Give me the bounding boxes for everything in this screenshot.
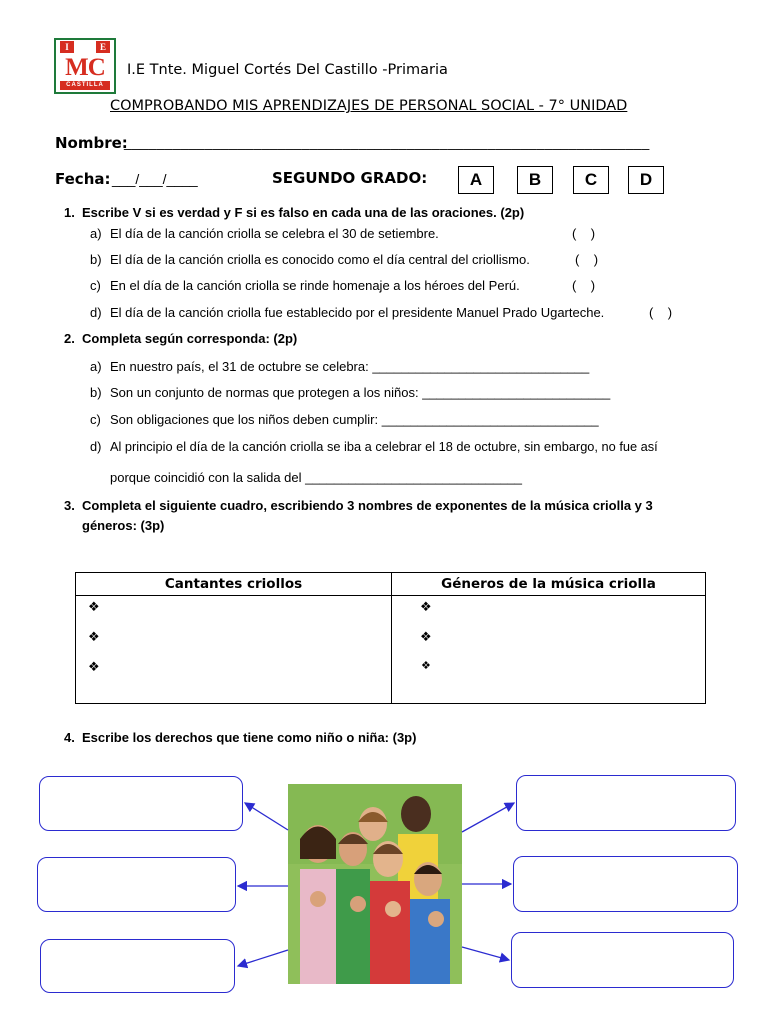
item-letter: d): [90, 439, 102, 454]
arrow-right-3: [462, 947, 509, 960]
q1-answer-box-a[interactable]: ( ): [572, 226, 596, 241]
name-label: Nombre:: [55, 134, 128, 152]
section-box-b[interactable]: B: [517, 166, 553, 194]
section-box-c[interactable]: C: [573, 166, 609, 194]
arrow-left-3: [238, 950, 288, 966]
question-number: 1.: [64, 205, 75, 220]
item-text: Son un conjunto de normas que protegen a los niños: __________________________: [110, 385, 611, 400]
section-box-a[interactable]: A: [458, 166, 494, 194]
q1-answer-box-d[interactable]: ( ): [649, 305, 673, 320]
question-3-heading-line2: géneros: (3p): [82, 518, 165, 533]
bullet-icon: ❖: [88, 659, 100, 674]
item-text: El día de la canción criolla se celebra el 30 de setiembre.: [110, 226, 439, 241]
item-text: El día de la canción criolla fue establecido por el presidente Manuel Prado Ugarteche.: [110, 305, 605, 320]
logo-banner: CASTILLA: [60, 81, 110, 90]
item-text: Al principio el día de la canción criolla se iba a celebrar el 18 de octubre, sin embargo, no fue así: [110, 439, 658, 454]
grade-label: SEGUNDO GRADO:: [272, 169, 428, 187]
date-label: Fecha:: [55, 170, 111, 188]
item-letter: c): [90, 412, 101, 427]
school-name: I.E Tnte. Miguel Cortés Del Castillo -Primaria: [127, 62, 448, 78]
question-text: Completa el siguiente cuadro, escribiendo 3 nombres de exponentes de la música criolla y 3: [82, 498, 653, 513]
bullet-icon: ❖: [88, 599, 100, 614]
item-letter: a): [90, 226, 102, 241]
bullet-icon: ❖: [420, 629, 432, 644]
item-letter: a): [90, 359, 102, 374]
section-box-d[interactable]: D: [628, 166, 664, 194]
question-number: 4.: [64, 730, 75, 745]
logo-initials: MC: [65, 54, 105, 81]
q1-answer-box-c[interactable]: ( ): [572, 278, 596, 293]
question-number: 2.: [64, 331, 75, 346]
question-text: Escribe V si es verdad y F si es falso en cada una de las oraciones. (2p): [82, 205, 525, 220]
item-letter: c): [90, 278, 101, 293]
arrow-right-1: [462, 803, 514, 832]
worksheet-title: COMPROBANDO MIS APRENDIZAJES DE PERSONAL SOCIAL - 7° UNIDAD: [110, 98, 628, 114]
item-text: En el día de la canción criolla se rinde homenaje a los héroes del Perú.: [110, 278, 520, 293]
item-text: El día de la canción criolla es conocido como el día central del criollismo.: [110, 252, 530, 267]
question-text: Completa según corresponda: (2p): [82, 331, 298, 346]
q1-answer-box-b[interactable]: ( ): [575, 252, 599, 267]
logo-letter-e: E: [96, 41, 110, 53]
arrow-left-1: [245, 803, 288, 830]
bullet-icon: ❖: [420, 599, 432, 614]
item-letter: b): [90, 385, 102, 400]
name-field[interactable]: _________________________________________________________________: [124, 134, 650, 150]
q2-item-d-continuation[interactable]: porque coincidió con la salida del ______________________________: [110, 470, 523, 485]
column-header-genres: Géneros de la música criolla: [392, 573, 706, 596]
question-text: Escribe los derechos que tiene como niño o niña: (3p): [82, 730, 417, 745]
date-field[interactable]: ___/___/____: [112, 171, 198, 187]
bullet-icon: ❖: [88, 629, 100, 644]
bullet-icon: ❖: [421, 660, 431, 672]
question-number: 3.: [64, 498, 75, 513]
item-letter: d): [90, 305, 102, 320]
item-text: Son obligaciones que los niños deben cumplir: ______________________________: [110, 412, 599, 427]
item-letter: b): [90, 252, 102, 267]
logo-letter-i: I: [60, 41, 74, 53]
item-text: En nuestro país, el 31 de octubre se celebra: ______________________________: [110, 359, 590, 374]
column-header-singers: Cantantes criollos: [76, 573, 392, 596]
